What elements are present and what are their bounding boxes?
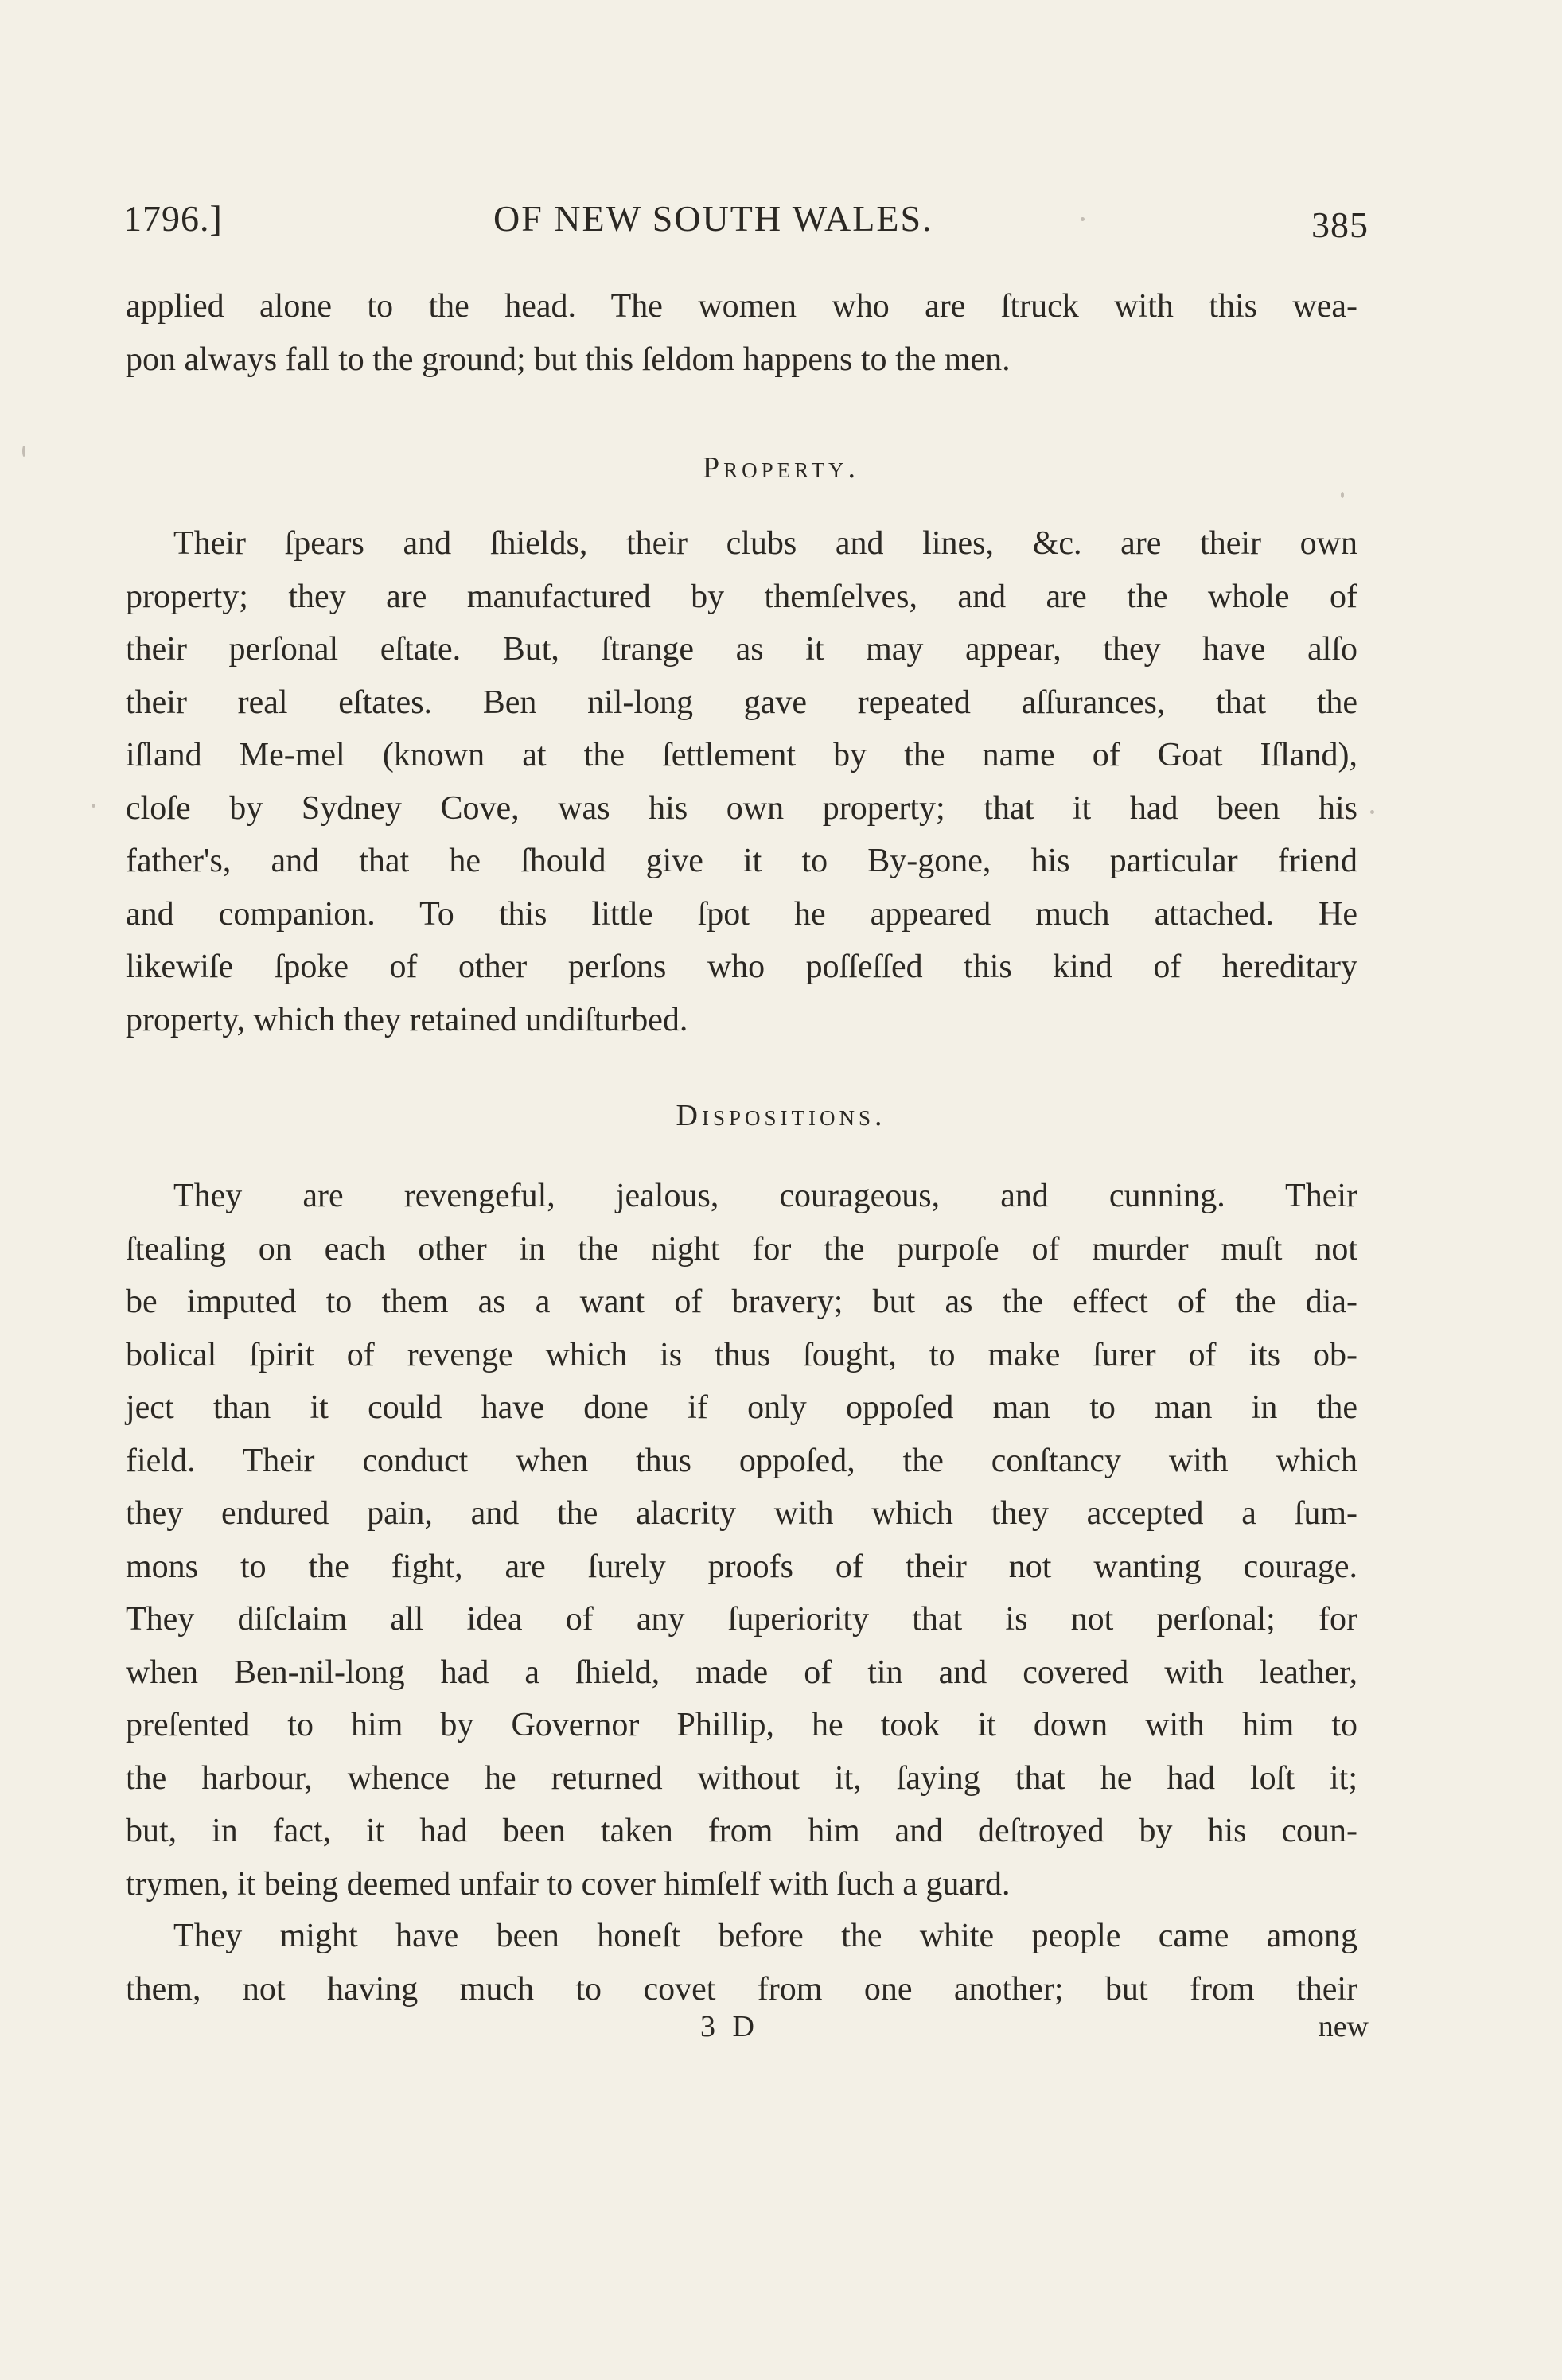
text-line: ſtealing on each other in the night for the purpoſe of murder muſt not [126,1230,1357,1268]
text-line: They diſclaim all idea of any ſuperiority that is not perſonal; for [126,1601,1357,1638]
text-line: their real eſtates. Ben nil-long gave repeated aſſurances, that the [126,684,1357,721]
paragraph-continuation [126,280,1357,386]
text-line: be imputed to them as a want of bravery; but as the effect of the dia- [126,1283,1357,1320]
text-line: They might have been honeſt before the white people came among [173,1918,1357,1954]
page-number: 385 [1311,205,1369,245]
paper-speck [1341,492,1344,498]
header-title: OF NEW SOUTH WALES. [493,198,933,239]
signature-mark: 3 D [700,2010,759,2043]
text-line: trymen, it being deemed unfair to cover himſelf with ſuch a guard. [126,1865,1011,1903]
text-line: iſland Me-mel (known at the ſettlement by the name of Goat Iſland), [126,737,1357,773]
text-line: Their ſpears and ſhields, their clubs and lines, &c. are their own [173,525,1357,562]
text-line: applied alone to the head. The women who are ſtruck with this wea- [126,288,1357,325]
catchword: new [1318,2010,1369,2043]
text-line: pon always fall to the ground; but this ſeldom happens to the men. [126,341,1011,378]
text-line: mons to the fight, are ſurely proofs of their not wanting courage. [126,1548,1357,1585]
section-heading-dispositions: Dispositions. [676,1099,886,1132]
paper-speck [1081,217,1085,221]
text-line: They are revengeful, jealous, courageous, and cunning. Their [173,1178,1357,1214]
text-line: field. Their conduct when thus oppoſed, the conſtancy with which [126,1442,1357,1479]
page-footer [123,2009,1369,2057]
text-line: when Ben-nil-long had a ſhield, made of tin and covered with leather, [126,1654,1357,1691]
paragraph-property [126,517,1357,1046]
paper-speck [22,446,25,457]
text-line: they endured pain, and the alacrity with which they accepted a ſum- [126,1495,1357,1532]
text-line: cloſe by Sydney Cove, was his own property; that it had been his [126,789,1357,827]
header-year: 1796.] [123,198,223,239]
text-line: ject than it could have done if only oppoſed man to man in the [126,1389,1357,1426]
text-line: property, which they retained undiſturbed. [126,1001,688,1038]
paragraph-dispositions [126,1170,1357,1911]
text-line: and companion. To this little ſpot he appeared much attached. He [126,895,1357,933]
paper-speck [92,804,95,808]
text-line: property; they are manufactured by themſelves, and are the whole of [126,578,1357,615]
text-line: the harbour, whence he returned without it, ſaying that he had loſt it; [126,1759,1357,1797]
paragraph-honesty [126,1910,1357,2016]
section-heading-property: Property. [702,451,860,485]
text-line: their perſonal eſtate. But, ſtrange as it may appear, they have alſo [126,631,1357,668]
text-line: them, not having much to covet from one another; but from their [126,1970,1357,2008]
text-line: likewiſe ſpoke of other perſons who poſſeſſed this kind of hereditary [126,948,1357,985]
text-line: preſented to him by Governor Phillip, he took it down with him to [126,1707,1357,1743]
text-line: father's, and that he ſhould give it to By-gone, his particular friend [126,843,1357,879]
running-header [123,197,1369,253]
paper-speck [1370,810,1374,814]
text-line: but, in fact, it had been taken from him and deſtroyed by his coun- [126,1813,1357,1849]
text-line: bolical ſpirit of revenge which is thus ſought, to make ſurer of its ob- [126,1336,1357,1373]
